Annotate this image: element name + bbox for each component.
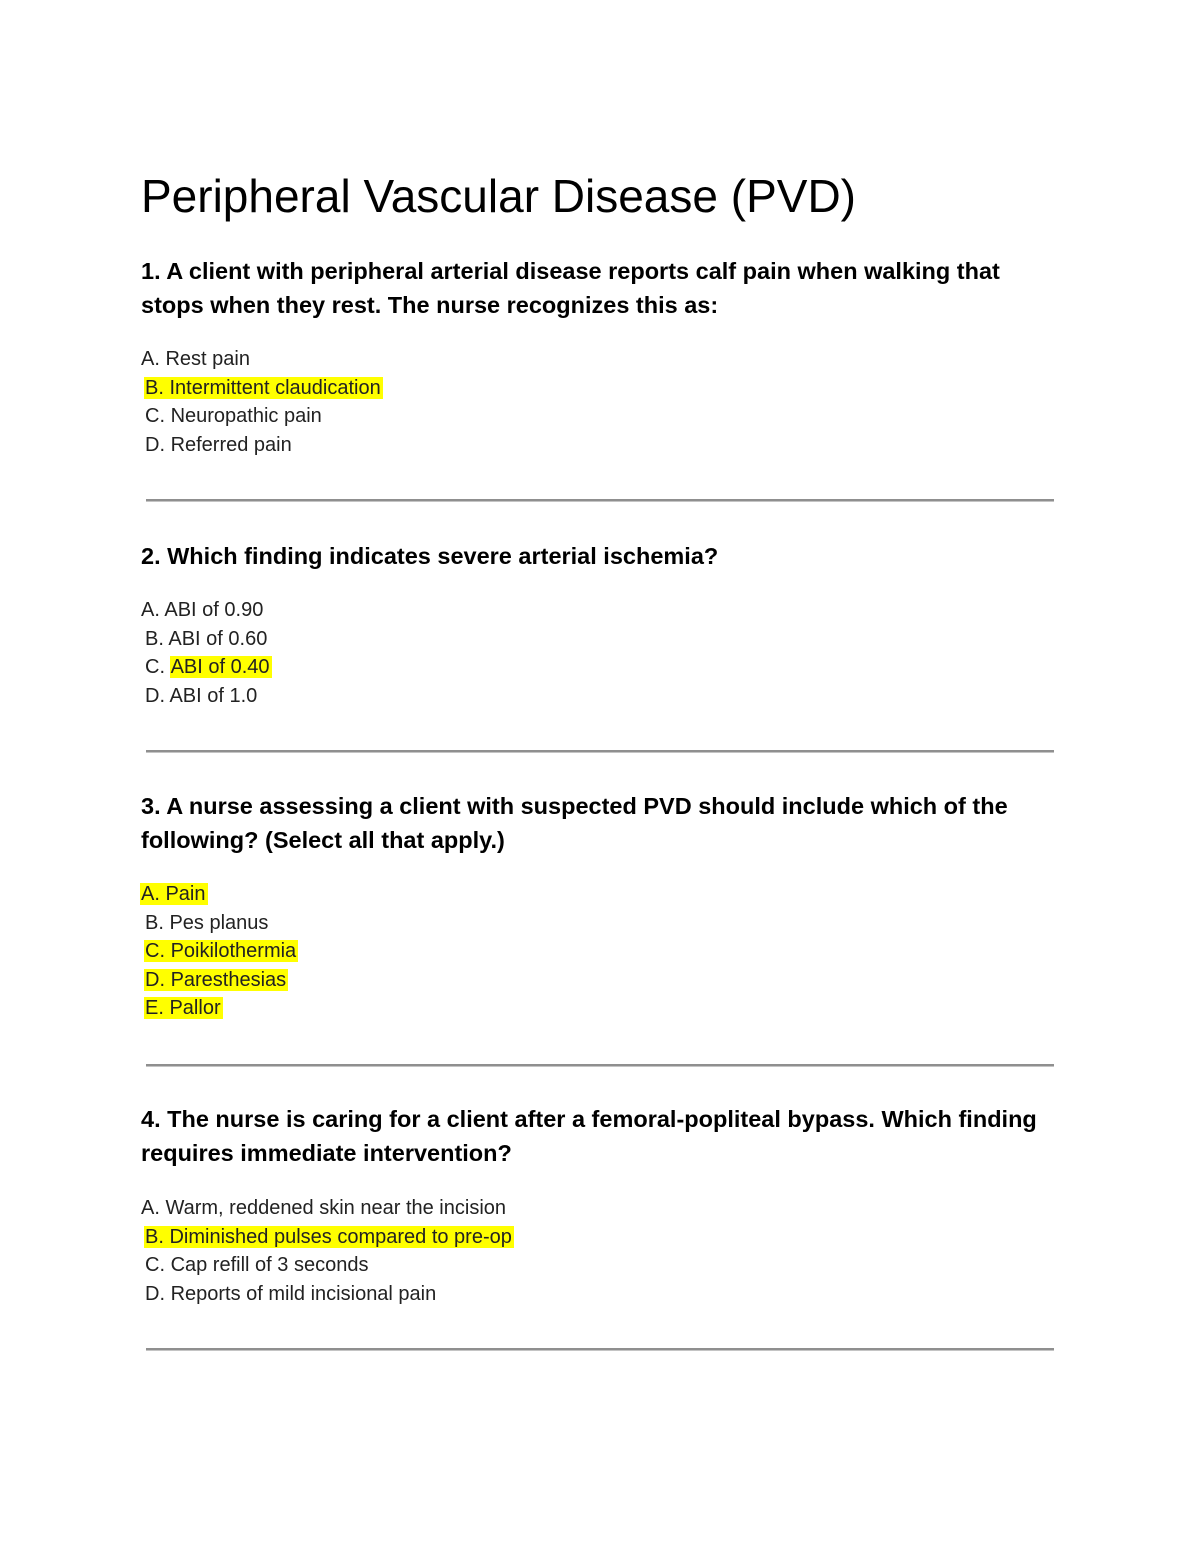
option-2d: D. ABI of 1.0 [145,684,258,707]
option-4a: A. Warm, reddened skin near the incision [141,1197,507,1219]
document-title: Peripheral Vascular Disease (PVD) [141,170,856,222]
option-3c [141,937,298,966]
option-3d-highlight: D. Paresthesias [145,968,287,991]
option-4b [141,1223,514,1252]
option-1a: A. Rest pain [141,348,250,370]
option-3e [141,994,298,1023]
option-4c: C. Cap refill of 3 seconds [145,1254,369,1276]
horizontal-rule [146,750,1054,753]
option-4b-highlight: B. Diminished pulses compared to pre-op [145,1225,512,1248]
option-3e-highlight: E. Pallor [145,997,221,1019]
option-2b: B. ABI of 0.60 [145,627,268,650]
horizontal-rule [146,1348,1054,1351]
question-4-options [141,1194,514,1308]
option-3a-highlight: A. Pain [141,883,206,905]
option-2c: C. ABI of 0.40 [145,656,270,678]
question-2-text: 2. Which finding indicates severe arterial ischemia? [141,543,719,569]
option-1b-highlight: B. Intermittent claudication [145,376,381,399]
option-3b: B. Pes planus [145,911,269,934]
option-1a-text: A. [141,348,160,370]
option-1c: C. Neuropathic pain [145,405,322,427]
option-2c-highlight: ABI of 0.40 [170,656,270,678]
option-4d: D. Reports of mild incisional pain [145,1282,437,1305]
question-2-options [141,596,272,710]
option-3c-highlight: C. Poikilothermia [145,940,297,962]
question-1-options [141,345,383,459]
option-3d [141,966,298,995]
question-4-text: 4. The nurse is caring for a client after a femoral-popliteal bypass. Which finding requires immediate intervention? [141,1106,1037,1166]
horizontal-rule [146,499,1054,502]
option-1b [141,374,383,403]
horizontal-rule [146,1064,1054,1067]
question-3-options [141,880,298,1023]
question-1-text: 1. A client with peripheral arterial disease reports calf pain when walking that stops when they rest. The nurse recognizes this as: [141,258,1000,318]
question-3-text: 3. A nurse assessing a client with suspected PVD should include which of the following? (Select all that apply.) [141,793,1008,853]
option-1d: D. Referred pain [145,433,292,456]
option-2a: A. ABI of 0.90 [141,599,264,621]
option-3a [141,880,298,909]
